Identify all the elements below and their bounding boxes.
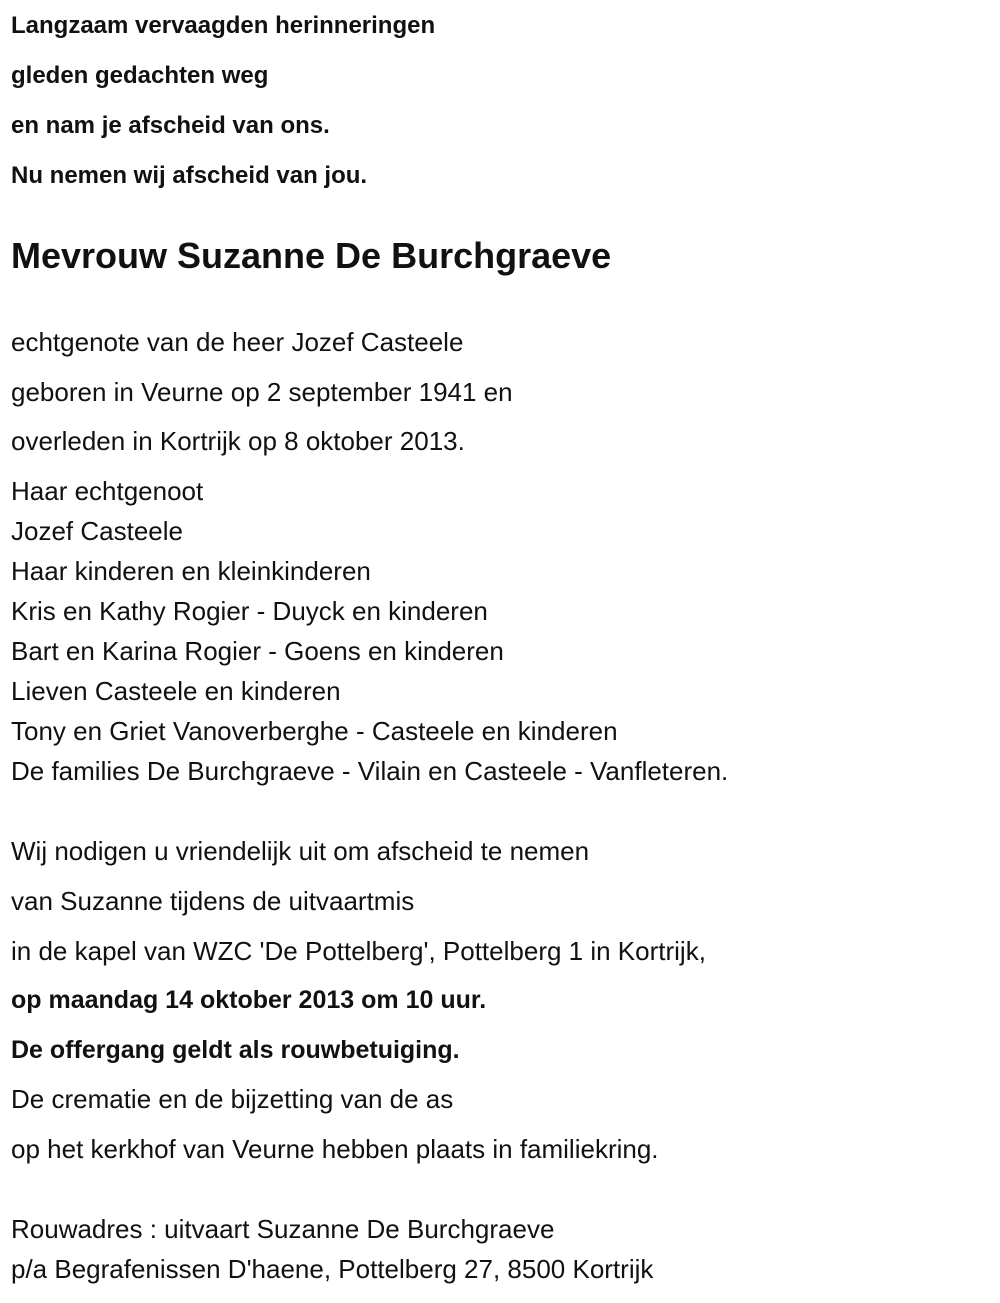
address-line: Rouwadres : uitvaart Suzanne De Burchgraeve (11, 1214, 555, 1244)
family-line: Tony en Griet Vanoverberghe - Casteele en kinderen (11, 716, 618, 746)
service-datetime: op maandag 14 oktober 2013 om 10 uur. (11, 986, 487, 1014)
invitation-line: in de kapel van WZC 'De Pottelberg', Pottelberg 1 in Kortrijk, (11, 936, 706, 966)
family-line: Haar echtgenoot (11, 476, 204, 506)
poem-line: Langzaam vervaagden herinneringen (11, 12, 436, 39)
family-line: Bart en Karina Rogier - Goens en kinderen (11, 636, 504, 666)
family-line: Lieven Casteele en kinderen (11, 676, 341, 706)
intro-line: overleden in Kortrijk op 8 oktober 2013. (11, 426, 465, 456)
invitation-line: Wij nodigen u vriendelijk uit om afscheid te nemen (11, 836, 590, 866)
poem-line: gleden gedachten weg (11, 62, 269, 89)
poem-line: en nam je afscheid van ons. (11, 112, 330, 139)
family-line: Jozef Casteele (11, 516, 183, 546)
address-line: p/a Begrafenissen D'haene, Pottelberg 27, 8500 Kortrijk (11, 1254, 654, 1284)
family-line: Haar kinderen en kleinkinderen (11, 556, 371, 586)
family-line: De families De Burchgraeve - Vilain en Casteele - Vanfleteren. (11, 756, 729, 786)
cremation-line: De crematie en de bijzetting van de as (11, 1084, 454, 1114)
invitation-line: van Suzanne tijdens de uitvaartmis (11, 886, 415, 916)
poem-line: Nu nemen wij afscheid van jou. (11, 162, 368, 189)
intro-line: echtgenote van de heer Jozef Casteele (11, 327, 464, 357)
cremation-line: op het kerkhof van Veurne hebben plaats in familiekring. (11, 1134, 659, 1164)
family-line: Kris en Kathy Rogier - Duyck en kinderen (11, 596, 488, 626)
page-title: Mevrouw Suzanne De Burchgraeve (11, 235, 612, 276)
intro-line: geboren in Veurne op 2 september 1941 en (11, 377, 513, 407)
offering-note: De offergang geldt als rouwbetuiging. (11, 1036, 460, 1064)
